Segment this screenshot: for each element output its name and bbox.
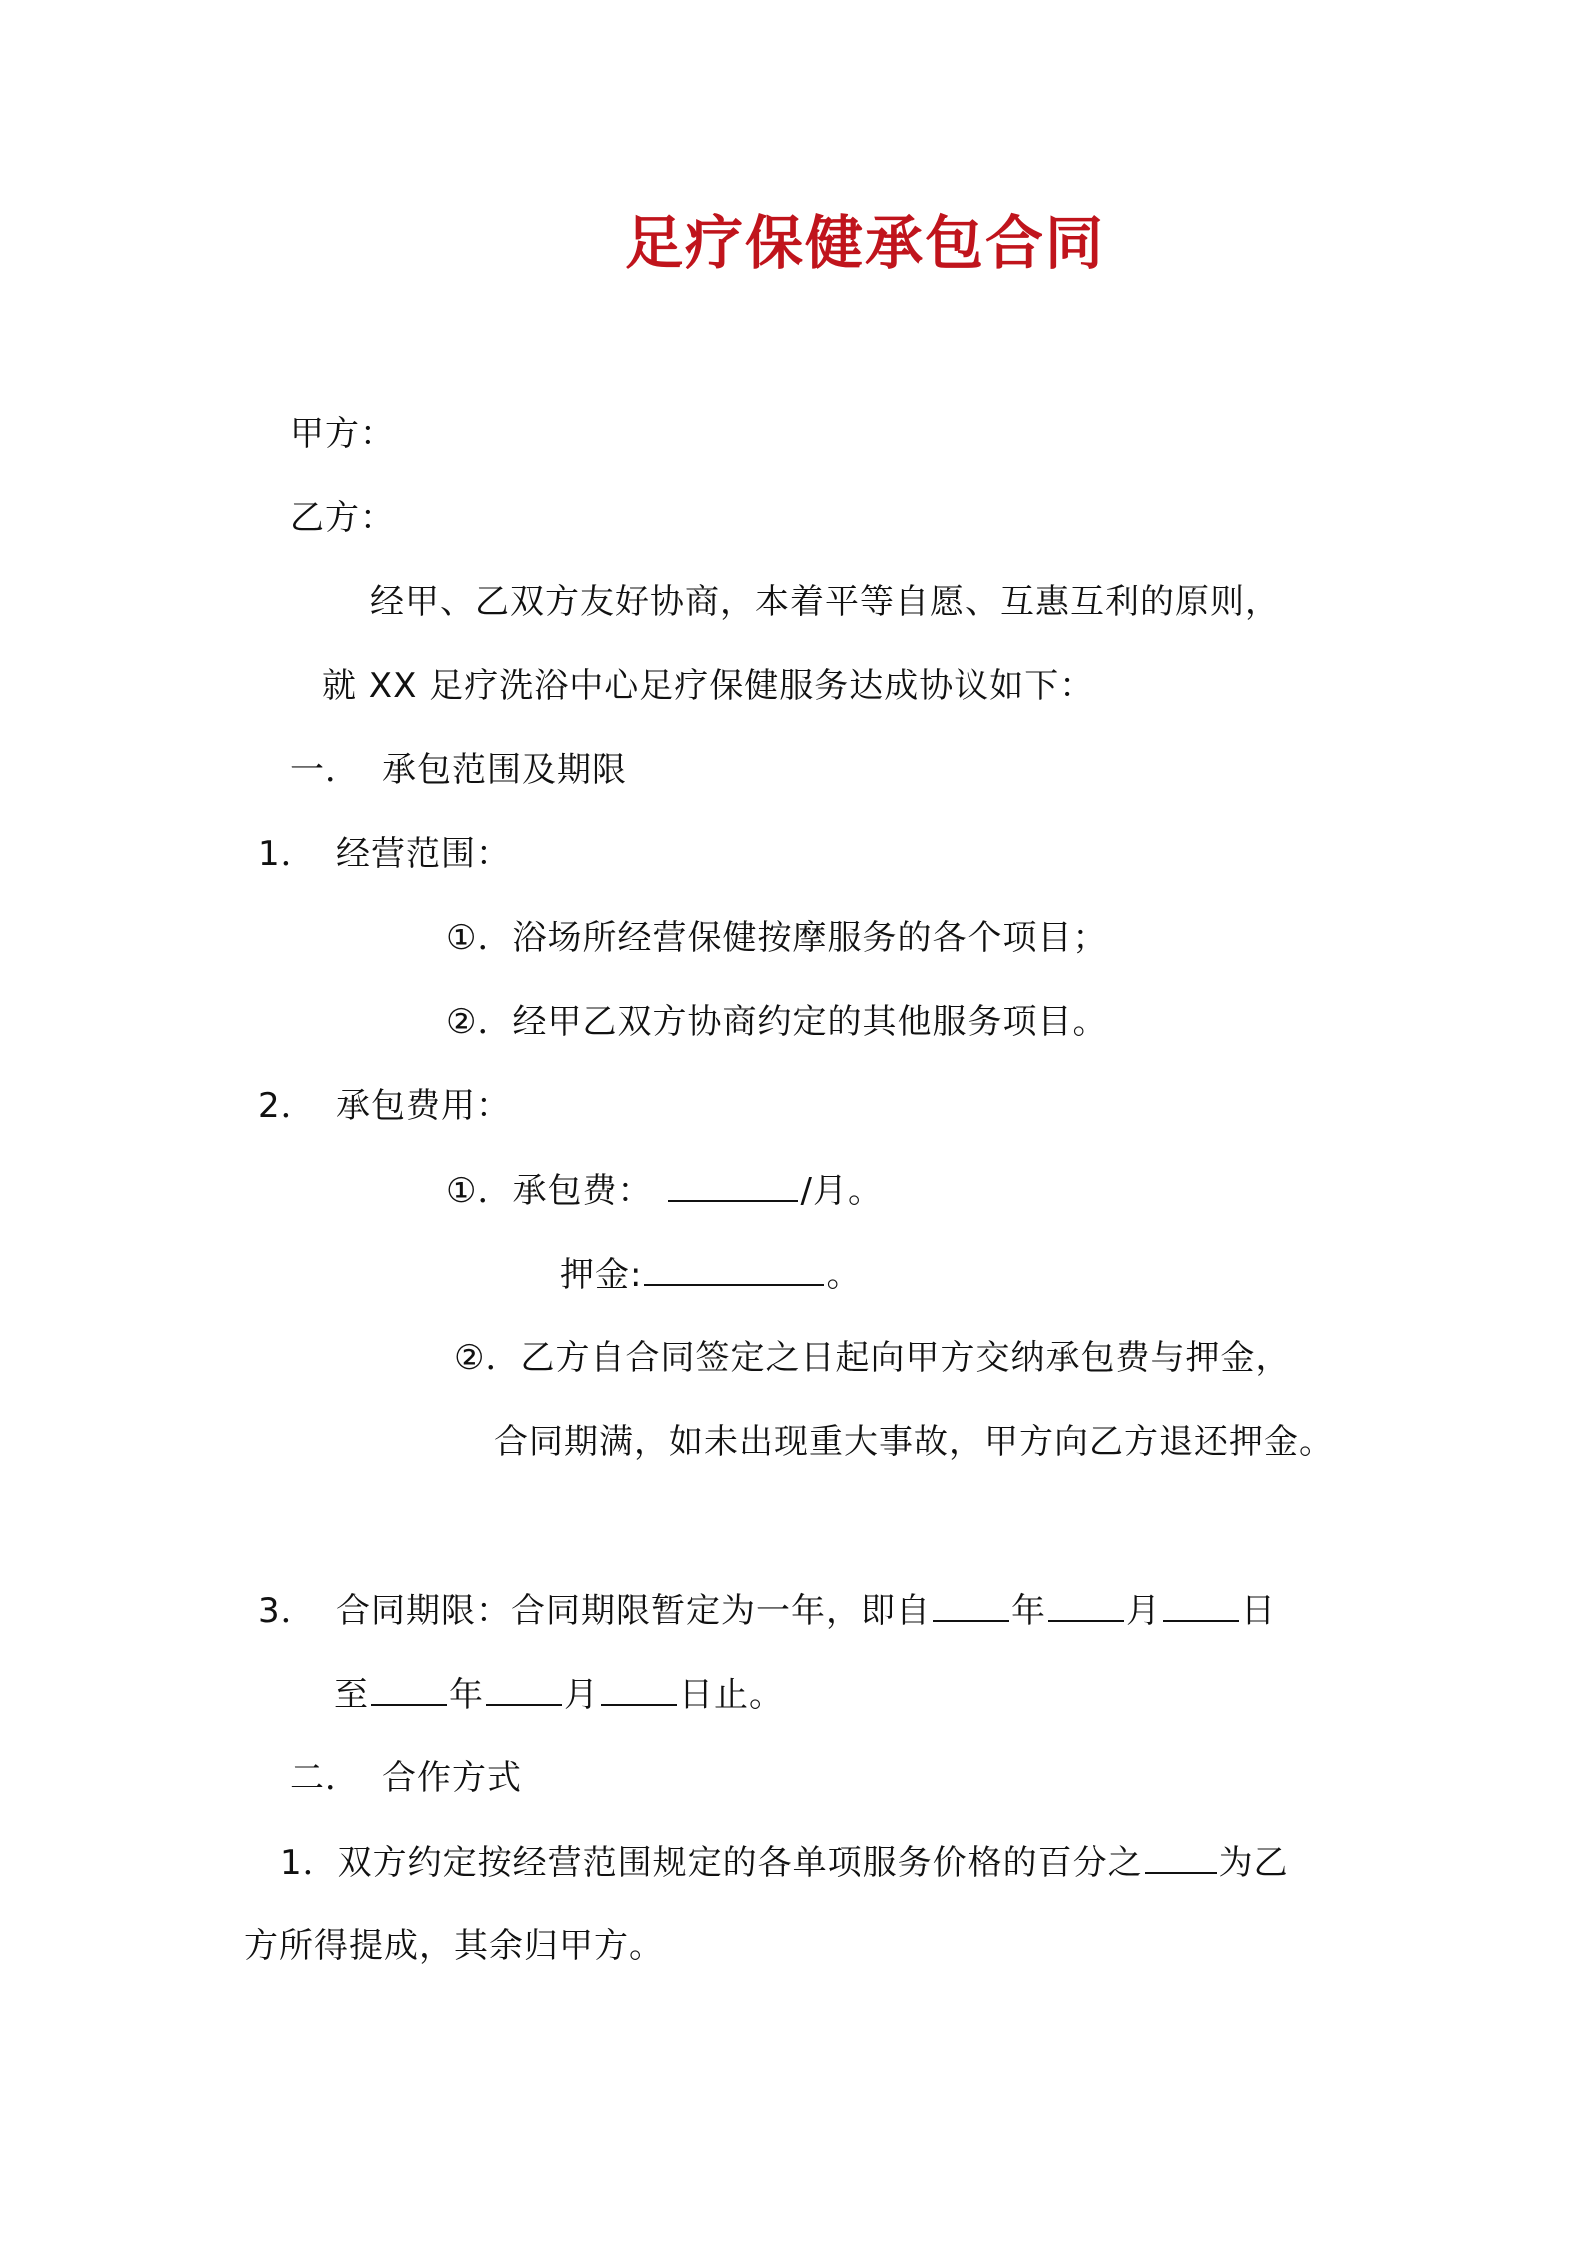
item-3-line-2 — [334, 1672, 784, 1717]
item-2-marker: 2． — [258, 1086, 316, 1126]
section-2-title: 合作方式 — [382, 1758, 522, 1798]
start-year-label: 年 — [1011, 1591, 1046, 1631]
fee-suffix: /月。 — [800, 1171, 883, 1211]
item-3-text: 合同期限：合同期限暂定为一年，即自 — [336, 1591, 931, 1631]
end-label: 日止。 — [679, 1675, 784, 1715]
start-day-blank[interactable] — [1163, 1588, 1239, 1622]
start-year-blank[interactable] — [933, 1588, 1009, 1622]
section-2-marker: 二． — [290, 1758, 360, 1798]
percent-blank[interactable] — [1145, 1840, 1217, 1874]
section-2-item-1-line-2: 方所得提成，其余归甲方。 — [244, 1926, 664, 1966]
deposit-label: 押金: — [560, 1255, 643, 1295]
item-1-title: 经营范围： — [336, 834, 511, 874]
section-2-item-1-line-1 — [280, 1840, 1289, 1885]
deposit-line — [560, 1252, 861, 1297]
end-day-blank[interactable] — [601, 1672, 677, 1706]
item-2-sub-2-line-2: 合同期满，如未出现重大事故，甲方向乙方退还押金。 — [494, 1422, 1334, 1462]
to-label: 至 — [334, 1675, 369, 1715]
end-month-blank[interactable] — [486, 1672, 562, 1706]
document-title: 足疗保健承包合同 — [624, 209, 1105, 277]
item-1-heading — [258, 832, 511, 876]
item-2-title: 承包费用： — [336, 1086, 511, 1126]
item-1-marker: 1． — [258, 834, 316, 874]
item-1-sub-2: ②．经甲乙双方协商约定的其他服务项目。 — [446, 1002, 1108, 1042]
end-month-label: 月 — [564, 1675, 599, 1715]
fee-blank[interactable] — [668, 1168, 798, 1202]
deposit-suffix: 。 — [826, 1255, 862, 1295]
intro-line-1: 经甲、乙双方友好协商，本着平等自愿、互惠互利的原则， — [370, 582, 1280, 622]
section-1-marker: 一． — [290, 750, 360, 790]
section-2-item-1-text: 1．双方约定按经营范围规定的各单项服务价格的百分之 — [280, 1843, 1143, 1883]
fee-label: ①．承包费： — [446, 1171, 653, 1211]
item-3-marker: 3． — [258, 1591, 316, 1631]
start-month-label: 月 — [1126, 1591, 1161, 1631]
start-day-label: 日 — [1241, 1591, 1276, 1631]
party-a-label: 甲方： — [290, 414, 395, 454]
fee-line — [446, 1168, 883, 1213]
section-1-title: 承包范围及期限 — [382, 750, 627, 790]
end-year-blank[interactable] — [371, 1672, 447, 1706]
item-2-heading — [258, 1084, 511, 1128]
item-3-line-1 — [258, 1588, 1276, 1633]
section-1-heading — [290, 748, 627, 792]
item-2-sub-2-line-1: ②．乙方自合同签定之日起向甲方交纳承包费与押金， — [454, 1338, 1291, 1378]
item-1-sub-1: ①．浴场所经营保健按摩服务的各个项目； — [446, 918, 1108, 958]
end-year-label: 年 — [449, 1675, 484, 1715]
deposit-blank[interactable] — [644, 1252, 824, 1286]
intro-line-2: 就 XX 足疗洗浴中心足疗保健服务达成协议如下： — [322, 666, 1095, 706]
section-2-heading — [290, 1756, 522, 1800]
start-month-blank[interactable] — [1048, 1588, 1124, 1622]
section-2-item-1-tail: 为乙 — [1218, 1843, 1289, 1883]
party-b-label: 乙方： — [290, 498, 395, 538]
